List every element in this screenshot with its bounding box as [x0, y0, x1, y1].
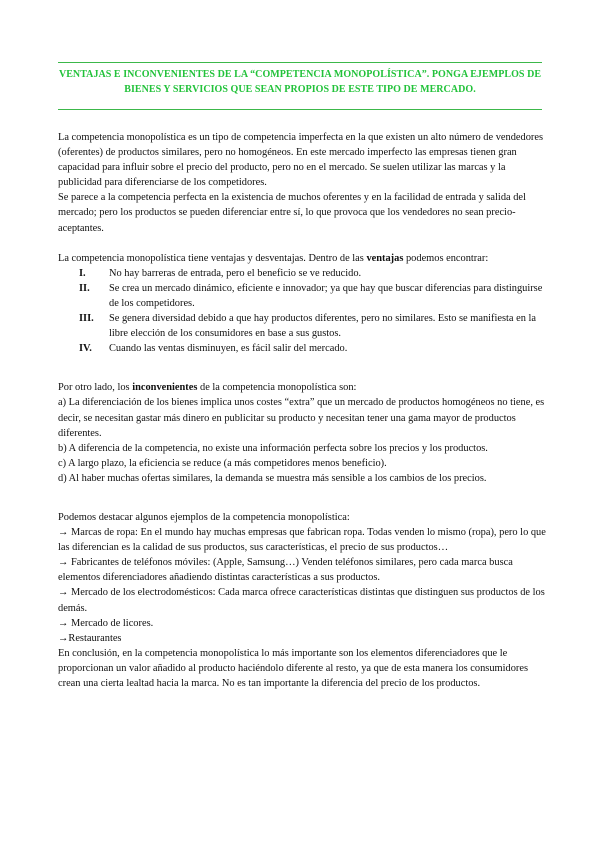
example-item: → Mercado de los electrodomésticos: Cada marca ofrece características distintas que distinguen sus productos de los demás. — [58, 587, 545, 614]
example-item: → Mercado de licores. — [58, 617, 154, 629]
disadvantage-a: a) La diferenciación de los bienes implica unos costes “extra” que un mercado de productos homogéneos no tiene, es decir, se necesitan gastar más dinero en publicitar su producto y necesitan tener una gama mayor de productos diferentes. — [58, 397, 545, 439]
title-top-rule — [58, 62, 542, 63]
list-item: II. Se crea un mercado dinámico, eficiente e innovador; ya que hay que buscar diferencias para distinguirse de los competidores. — [79, 282, 543, 309]
conclusion-paragraph: En conclusión, en la competencia monopolística lo más importante son los elementos diferenciadores que le proporcionan un valor añadido al producto haciéndolo diferente al resto, ya que de esta manera los consumidores crean una cierta lealtad hacia la marca. No es tan importante la diferencia del precio de los productos. — [58, 647, 529, 689]
example-item: → Fabricantes de teléfonos móviles: (Apple, Samsung…) Venden teléfonos similares, pero cada marca busca elementos diferenciadores añadiendo distintas características a sus productos. — [58, 557, 513, 584]
advantages-list — [58, 266, 548, 357]
list-item: III. Se genera diversidad debido a que hay productos diferentes, pero no similares. Esto se manifiesta en la libre elección de los consumidores en base a sus gustos. — [79, 313, 537, 340]
title-bottom-rule — [58, 109, 542, 110]
intro-paragraph-1: La competencia monopolística es un tipo de competencia imperfecta en la que existen un alto número de vendedores (oferentes) de productos similares, pero no homogéneos. En este mercado imperfecto las empresas tienen gran capacidad para influir sobre el precio del producto, pero no en el mercado. Se suelen utilizar las marcas y la publicidad para diferenciarse de los competidores. — [58, 132, 544, 189]
intro-paragraph-2: Se parece a la competencia perfecta en la existencia de muchos oferentes y en la facilidad de entrada y salida del mercado; pero los productos se pueden diferenciar entre sí, lo que provoca que los vendedores no sean precio-aceptantes. — [58, 192, 526, 234]
disadvantage-d: d) Al haber muchas ofertas similares, la demanda se muestra más sensible a los cambios de los precios. — [58, 472, 487, 484]
disadvantages-intro: Por otro lado, los inconvenientes de la competencia monopolística son: — [58, 382, 357, 394]
advantages-intro: La competencia monopolística tiene ventajas y desventajas. Dentro de las ventajas podemos encontrar: — [58, 252, 489, 264]
example-item: → Marcas de ropa: En el mundo hay muchas empresas que fabrican ropa. Todas venden lo mismo (ropa), pero lo que las diferencian es la calidad de sus productos, sus características, el precio de sus productos… — [58, 527, 546, 554]
disadvantage-b: b) A diferencia de la competencia, no existe una información perfecta sobre los precios y los productos. — [58, 442, 488, 454]
examples-intro: Podemos destacar algunos ejemplos de la competencia monopolística: — [58, 511, 350, 523]
list-item: IV. Cuando las ventas disminuyen, es fácil salir del mercado. — [79, 343, 348, 355]
document-title: VENTAJAS E INCONVENIENTES DE LA “COMPETENCIA MONOPOLÍSTICA”. PONGA EJEMPLOS DE BIENES Y SERVICIOS QUE SEAN PROPIOS DE ESTE TIPO DE MERCADO. — [58, 69, 542, 95]
disadvantage-c: c) A largo plazo, la eficiencia se reduce (a más competidores menos beneficio). — [58, 457, 387, 469]
example-item: →Restaurantes — [58, 632, 122, 644]
document-body — [58, 130, 548, 691]
list-item: I. No hay barreras de entrada, pero el beneficio se ve reducido. — [79, 267, 362, 279]
